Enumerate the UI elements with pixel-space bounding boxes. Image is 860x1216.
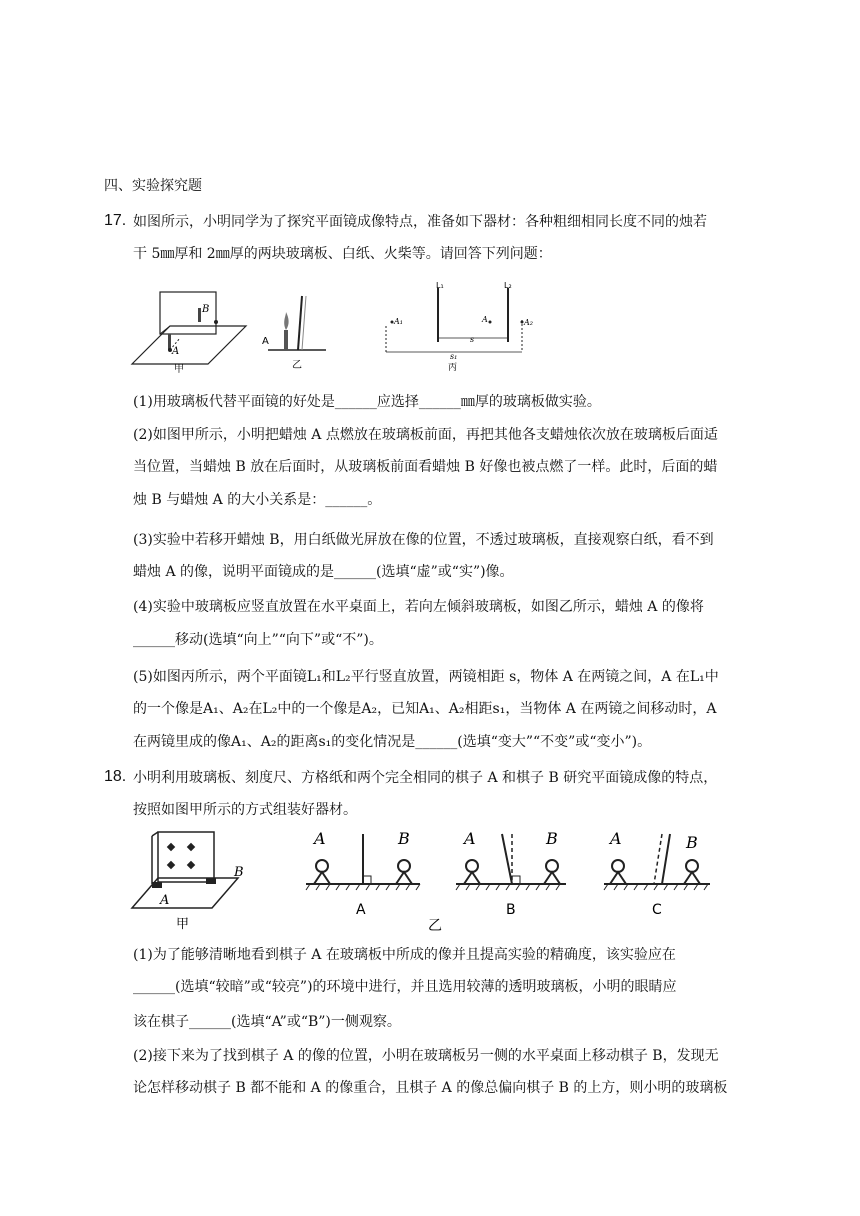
panel-b <box>456 829 566 918</box>
panel-c-label: C <box>652 902 662 918</box>
panel-a-label: A <box>356 902 366 918</box>
q17-figure-yi <box>262 292 332 374</box>
label-a: A <box>160 893 170 908</box>
label-yi: 乙 <box>428 918 442 934</box>
label-l1: L₁ <box>436 281 444 290</box>
q17-part-4-line-1: (4)实验中玻璃板应竖直放置在水平桌面上，若向左倾斜玻璃板，如图乙所示，蜡烛 A 的像将 <box>133 599 704 615</box>
q18-part-2-line-2: 论怎样移动棋子 B 都不能和 A 的像重合，且棋子 A 的像总偏向棋子 B 的上方，则小明的玻璃板 <box>133 1080 728 1096</box>
q18-figure-jia <box>130 828 260 932</box>
question-18-stem-line-1: 小明利用玻璃板、刻度尺、方格纸和两个完全相同的棋子 A 和棋子 B 研究平面镜成像的特点， <box>133 770 718 786</box>
label-s1: s₁ <box>450 352 458 361</box>
panel-a <box>306 829 420 918</box>
question-17-number: 17. <box>104 212 127 229</box>
label-a: A <box>172 346 180 357</box>
q17-part-2-line-2: 当位置，当蜡烛 B 放在后面时，从玻璃板前面看蜡烛 B 好像也被点燃了一样。此时，后面的蜡 <box>133 459 718 475</box>
label-s: s <box>470 335 475 344</box>
label-a: A <box>610 829 622 848</box>
label-a2: A₂ <box>524 318 533 327</box>
q17-part-2-line-1: (2)如图甲所示，小明把蜡烛 A 点燃放在玻璃板前面，再把其他各支蜡烛依次放在玻璃板后面适 <box>133 427 718 443</box>
label-b: B <box>546 829 558 848</box>
q17-part-5-line-2: 的一个像是A₁、A₂在L₂中的一个像是A₂，已知A₁、A₂相距s₁，当物体 A 在两镜之间移动时，A <box>133 701 717 717</box>
label-a: A <box>314 829 326 848</box>
label-jia: 甲 <box>174 364 184 374</box>
q18-part-2-line-1: (2)接下来为了找到棋子 A 的像的位置，小明在玻璃板另一侧的水平桌面上移动棋子 B，发现无 <box>133 1048 719 1064</box>
label-a: A <box>482 315 488 324</box>
label-a: A <box>464 829 476 848</box>
question-17-stem-line-1: 如图所示，小明同学为了探究平面镜成像特点，准备如下器材：各种粗细相同长度不同的烛若 <box>133 214 707 230</box>
q17-part-2-line-3: 烛 B 与蜡烛 A 的大小关系是：______。 <box>133 492 382 508</box>
q18-part-1-line-2: ______(选填“较暗”或“较亮”)的环境中进行，并且选用较薄的透明玻璃板，小明的眼睛应 <box>133 979 677 995</box>
q18-part-1-line-1: (1)为了能够清晰地看到棋子 A 在玻璃板中所成的像并且提高实验的精确度，该实验应在 <box>133 947 676 963</box>
panel-b-label: B <box>506 902 516 918</box>
label-b: B <box>202 304 210 315</box>
label-b: B <box>686 833 698 852</box>
q18-figure-yi <box>300 826 720 938</box>
section-title: 四、实验探究题 <box>104 178 202 194</box>
label-bing: 丙 <box>448 363 458 372</box>
label-jia: 甲 <box>176 917 190 932</box>
q17-figure-jia <box>130 286 250 374</box>
q17-part-5-line-1: (5)如图丙所示，两个平面镜L₁和L₂平行竖直放置，两镜相距 s，物体 A 在两镜之间，A 在L₁中 <box>133 669 719 685</box>
label-yi: 乙 <box>292 360 302 371</box>
q17-part-1: (1)用玻璃板代替平面镜的好处是______应选择______㎜厚的玻璃板做实验。 <box>133 394 601 410</box>
q17-part-3-line-1: (3)实验中若移开蜡烛 B，用白纸做光屏放在像的位置，不透过玻璃板，直接观察白纸，看不到 <box>133 532 714 548</box>
label-a1: A₁ <box>394 317 403 326</box>
q17-part-4-line-2: ______移动(选填“向上”“向下”或“不”)。 <box>133 632 383 648</box>
label-b: B <box>234 865 244 880</box>
label-b: B <box>398 829 410 848</box>
label-a: A <box>262 336 269 347</box>
question-17-stem-line-2: 干 5㎜厚和 2㎜厚的两块玻璃板、白纸、火柴等。请回答下列问题： <box>133 246 552 262</box>
panel-c <box>604 829 710 918</box>
question-18-number: 18. <box>104 768 127 785</box>
q18-part-1-line-3: 该在棋子______(选填“A”或“B”)一侧观察。 <box>133 1014 401 1030</box>
q17-part-5-line-3: 在两镜里成的像A₁、A₂的距离s₁的变化情况是______(选填“变大”“不变”或“变小”)。 <box>133 734 652 750</box>
q17-figure-bing <box>382 280 542 372</box>
label-l2: L₂ <box>504 281 512 290</box>
q17-part-3-line-2: 蜡烛 A 的像，说明平面镜成的是______(选填“虚”或“实”)像。 <box>133 564 514 580</box>
question-18-stem-line-2: 按照如图甲所示的方式组装好器材。 <box>133 802 357 818</box>
